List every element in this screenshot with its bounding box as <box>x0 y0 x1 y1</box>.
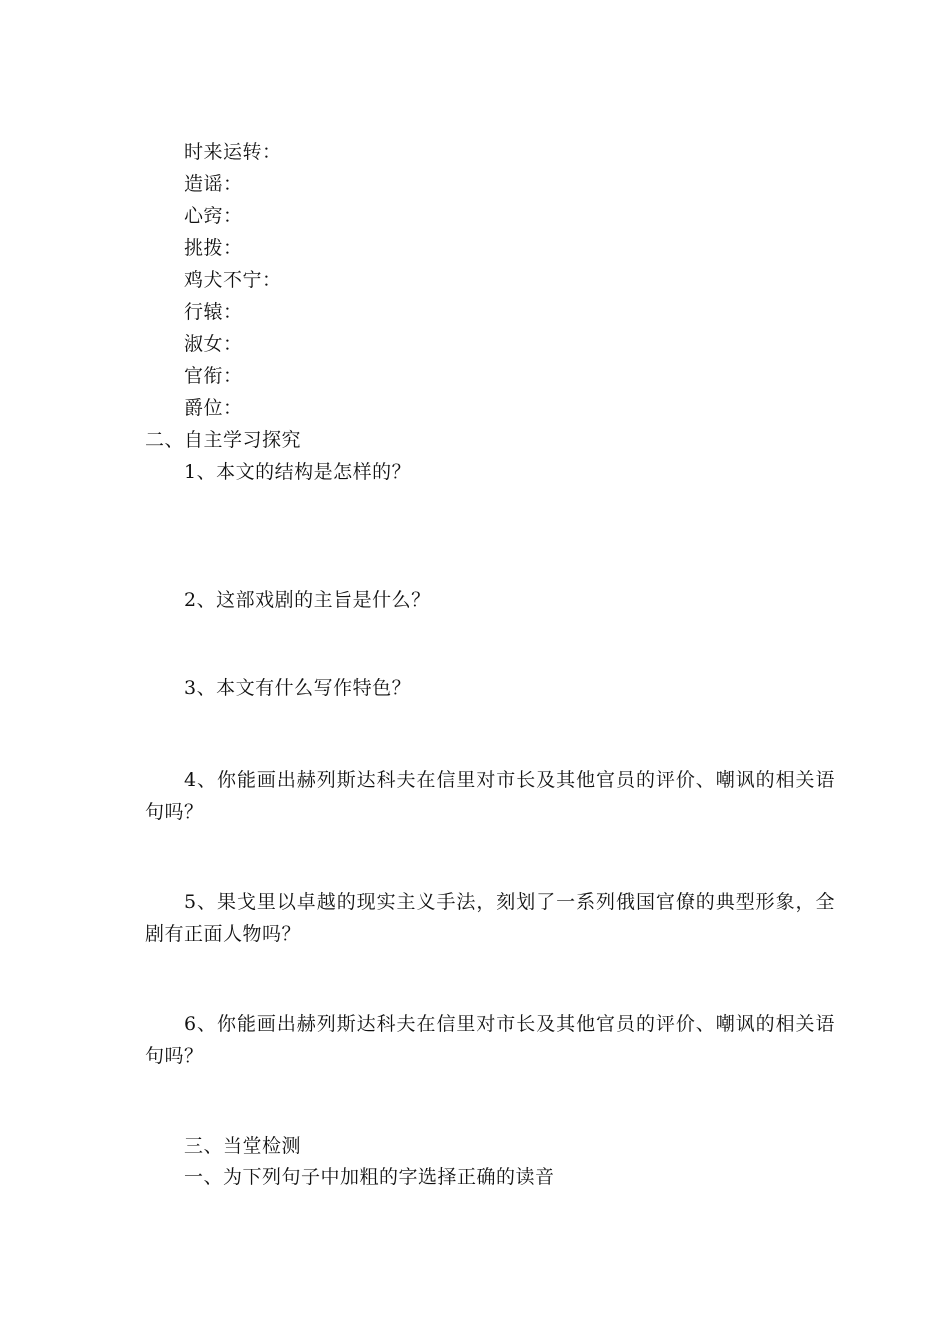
subsection-pronunciation: 一、为下列句子中加粗的字选择正确的读音 <box>184 1166 555 1188</box>
vocab-item: 挑拨： <box>184 237 243 259</box>
question-6: 6、你能画出赫列斯达科夫在信里对市长及其他官员的评价、嘲讽的相关语句吗？ <box>145 1013 835 1067</box>
vocab-item: 造谣： <box>184 173 243 195</box>
vocab-item: 时来运转： <box>184 141 282 163</box>
question-1: 1、本文的结构是怎样的？ <box>184 461 412 483</box>
vocab-item: 淑女： <box>184 333 243 355</box>
vocab-item: 心窍： <box>184 205 243 227</box>
question-3: 3、本文有什么写作特色？ <box>184 677 412 699</box>
question-2: 2、这部戏剧的主旨是什么？ <box>184 589 431 611</box>
section-heading-class-test: 三、当堂检测 <box>184 1135 302 1157</box>
vocab-item: 爵位： <box>184 397 243 419</box>
vocab-item: 行辕： <box>184 301 243 323</box>
question-5: 5、果戈里以卓越的现实主义手法，刻划了一系列俄国官僚的典型形象，全剧有正面人物吗？ <box>145 891 835 945</box>
section-heading-self-study: 二、自主学习探究 <box>145 429 302 451</box>
vocab-item: 官衔： <box>184 365 243 387</box>
vocab-item: 鸡犬不宁： <box>184 269 282 291</box>
question-4: 4、你能画出赫列斯达科夫在信里对市长及其他官员的评价、嘲讽的相关语句吗？ <box>145 769 835 823</box>
